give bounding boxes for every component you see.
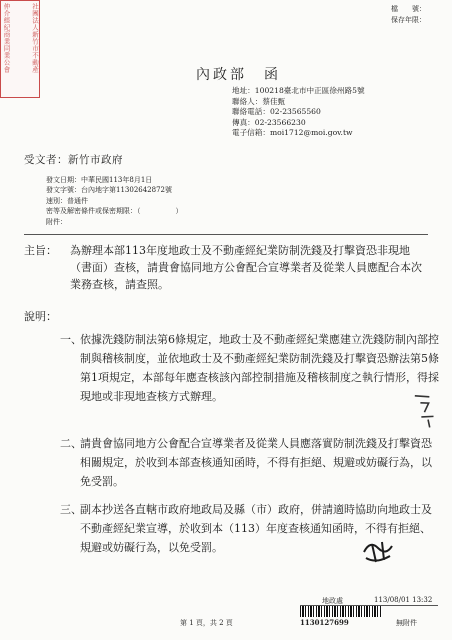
page-number: 第 1 頁，共 2 頁	[180, 619, 233, 627]
description-item-1	[60, 330, 440, 406]
item-number: 三、	[60, 503, 82, 516]
fax: 傳真：02-23566230	[232, 117, 306, 127]
phone: 聯絡電話：02-23565560	[232, 107, 321, 117]
barcode-number: 1130127699	[300, 618, 349, 627]
subject-label: 主旨：	[24, 244, 57, 257]
stamp-text-line-1: 社團法人新竹市不動產	[31, 3, 39, 73]
contact-block	[232, 86, 365, 139]
divider	[24, 234, 428, 235]
barcode-icon	[300, 606, 382, 617]
speed: 速別：普通件	[46, 196, 88, 205]
email: 電子信箱：moi1712@moi.gov.tw	[232, 128, 353, 138]
stamp-text-line-2: 仲介經紀商業同業公會	[2, 3, 11, 73]
issue-date: 發文日期：中華民國113年8月1日	[46, 176, 153, 184]
receipt-office: 地政處	[322, 597, 343, 605]
contact-person: 聯絡人：蔡佳甄	[232, 96, 286, 106]
receipt-timestamp: 113/08/01 13:32	[374, 596, 433, 604]
subject-text: 為辦理本部113年度地政士及不動產經紀業防制洗錢及打擊資恐非現地（書面）查核，請貴會協同地方公會配合宣導業者及從業人員應配合本次業務查核，請查照。	[70, 244, 422, 291]
meta-block	[46, 175, 183, 227]
file-info	[391, 4, 426, 26]
item-number: 二、	[60, 437, 82, 450]
attachment: 附件：	[46, 217, 67, 226]
description-label: 說明：	[24, 310, 57, 323]
document-title: 內政部 函	[196, 67, 281, 83]
attachment-status: 無附件	[396, 619, 417, 627]
subject	[24, 242, 424, 293]
ink-signature-icon	[362, 538, 394, 566]
item-text: 請貴會協同地方公會配合宣導業者及從業人員應落實防制洗錢及打擊資恐相關規定，於收到本部查核通知函時，不得有拒絕、規避或妨礙行為，以免受罰。	[80, 437, 432, 488]
retention-label: 保存年限：	[391, 16, 426, 24]
receipt-stamp	[300, 596, 438, 628]
item-text: 副本抄送各直轄市政府地政局及縣（市）政府，併請適時協助向地政士及不動產經紀業宣導，於收到本（113）年度查核通知函時，不得有拒絕、規避或妨礙行為，以免受罰。	[80, 503, 432, 554]
issue-number: 發文字號：台內地字第11302642872號	[46, 186, 172, 195]
secrecy: 密等及解密條件或保密期限：（ ）	[46, 207, 183, 216]
item-text: 依據洗錢防制法第6條規定，地政士及不動產經紀業應建立洗錢防制內部控制與稽核制度，並依地政士及不動產經紀業防制洗錢及打擊資恐辦法第5條第1項規定，本部每年應查核該內部控制措施及稽核制度之執行情形，得採現地或非現地查核方式辦理。	[80, 333, 439, 403]
address: 地址：100218臺北市中正區徐州路5號	[232, 86, 365, 95]
description-item-2	[60, 434, 440, 491]
item-number: 一、	[60, 333, 82, 346]
association-stamp	[0, 0, 40, 98]
recipient: 受文者：新竹市政府	[24, 154, 123, 166]
file-number-label: 檔 號：	[391, 5, 426, 13]
